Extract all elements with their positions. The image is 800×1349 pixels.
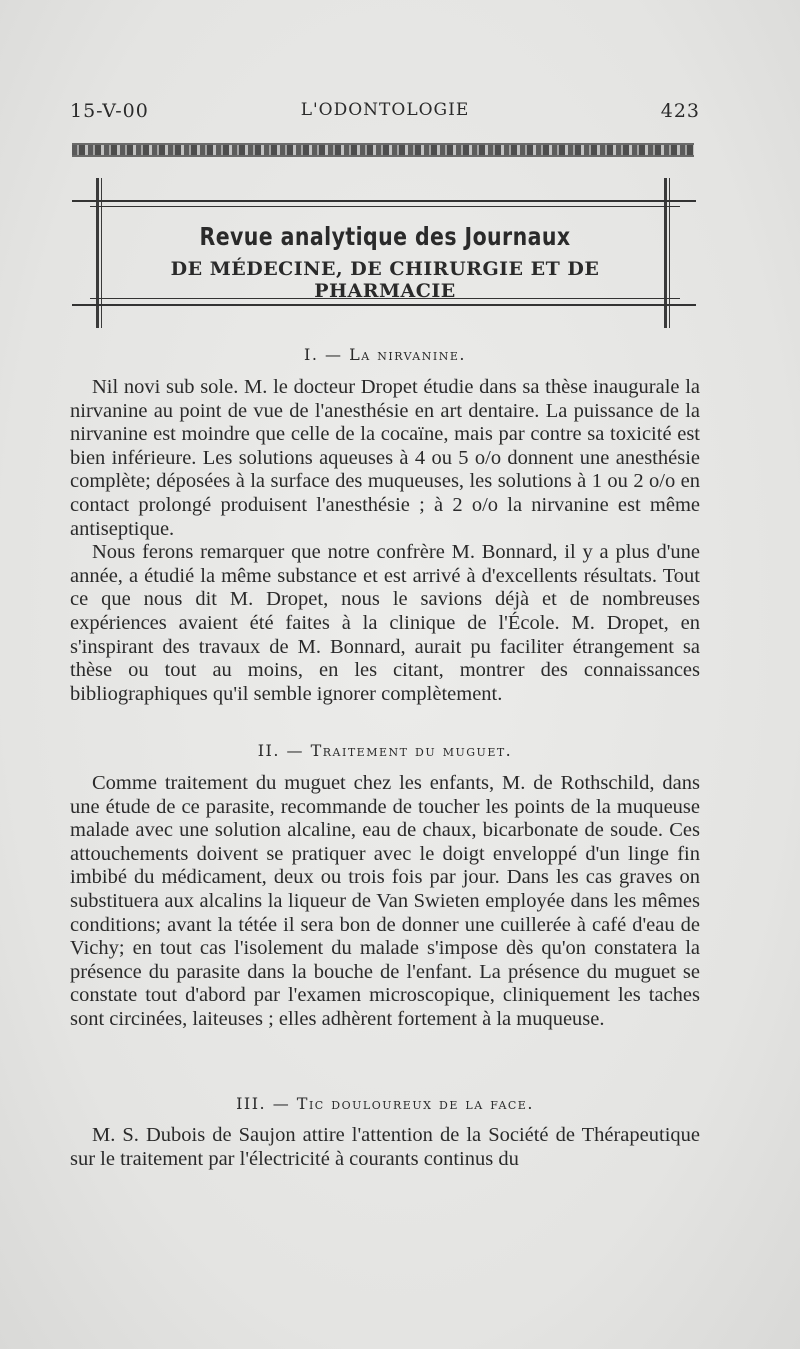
section-heading-3: III. — Tic douloureux de la face. (236, 1094, 534, 1113)
journal-name: L'ODONTOLOGIE (300, 100, 470, 120)
page-number: 423 (660, 100, 700, 122)
section-heading-2: II. — Traitement du muguet. (257, 741, 513, 760)
section-2-text (70, 772, 700, 1032)
running-header (70, 100, 700, 130)
frame-bottom-rule (72, 304, 696, 306)
decorative-ornament-band (72, 143, 694, 157)
paragraph: Comme traitement du muguet chez les enfants, M. de Rothschild, dans une étude de ce parasite, recommande de toucher les points de la muqueuse malade avec une solution alcaline, eau de chaux, bicarbonate de soude. Ces attouchements doivent se pratiquer avec le doigt enveloppé d'un linge fin imbibé du médicament, deux ou trois fois par jour. Dans les cas graves on substituera aux alcalins la liqueur de Van Swieten employée dans les mêmes conditions; avant la tétée il sera bon de donner une cuillerée à café d'eau de Vichy; en tout cas l'isolement du malade s'impose dès qu'on constatera la présence du parasite dans la bouche de l'enfant. La présence du muguet se constate tout d'abord par l'examen microscopique, cliniquement les taches sont circinées, laiteuses ; elles adhèrent fortement à la muqueuse. (70, 772, 700, 1030)
section-heading-1: I. — La nirvanine. (304, 345, 466, 364)
paragraph: Nous ferons remarquer que notre confrère M. Bonnard, il y a plus d'une année, a étudié la même substance et est arrivé à d'excellents résultats. Tout ce que nous dit M. Dropet, nous le savions déjà et de nombreuses expériences avaient été faites à la clinique de l'École. M. Dropet, en s'inspirant des travaux de M. Bonnard, aurait pu faciliter étrangement sa thèse ou tout au moins, en les citant, montrer des connaissances bibliographiques qu'il semble ignorer complètement. (70, 541, 700, 705)
section-1-text (70, 376, 700, 706)
paragraph: M. S. Dubois de Saujon attire l'attention de la Société de Thérapeutique sur le traitement par l'électricité à courants continus du (70, 1124, 700, 1170)
paragraph: Nil novi sub sole. M. le docteur Dropet étudie dans sa thèse inaugurale la nirvanine au point de vue de l'anesthésie en art dentaire. La puissance de la nirvanine est moindre que celle de la cocaïne, mais par contre sa toxicité est bien inférieure. Les solutions aqueuses à 4 ou 5 o/o donnent une anesthésie complète; déposées à la surface des muqueuses, les solutions à 1 ou 2 o/o en contact prolongé produisent l'anesthésie ; à 2 o/o la nirvanine est même antiseptique. (70, 376, 700, 540)
issue-date: 15-V-00 (70, 100, 149, 122)
banner-subtitle: DE MÉDECINE, DE CHIRURGIE ET DE PHARMACIE (170, 258, 600, 302)
section-3-text (70, 1124, 700, 1171)
frame-top-rule (72, 200, 696, 202)
banner-title: Revue analytique des Journaux (199, 222, 571, 251)
frame-top-rule-thin (90, 206, 680, 207)
